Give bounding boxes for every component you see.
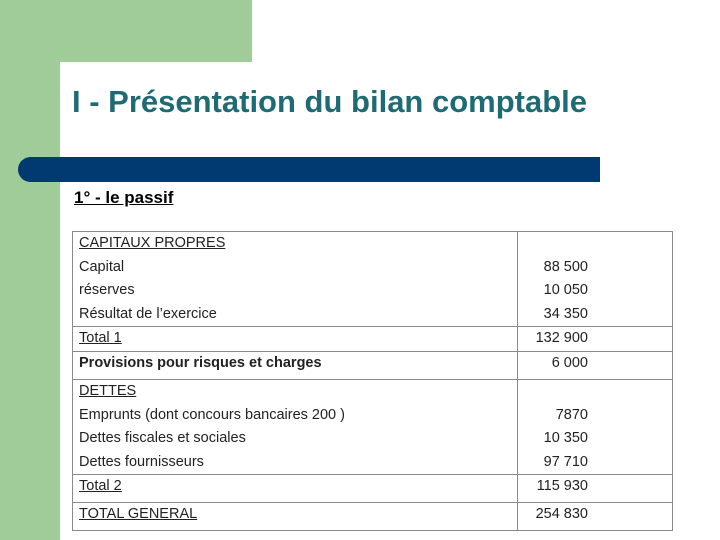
- resultat-value: 34 350: [543, 305, 588, 322]
- dettes-values: [518, 380, 673, 475]
- total-general-label: TOTAL GENERAL: [79, 506, 198, 522]
- capitaux-propres-labels: [73, 232, 518, 327]
- total1-cell: [73, 327, 518, 352]
- dettes-heading: DETTES: [79, 383, 137, 399]
- table-row-dettes: [73, 380, 673, 475]
- total1-label: Total 1: [79, 330, 122, 346]
- reserves-value: 10 050: [543, 282, 588, 298]
- spacer: [524, 380, 588, 404]
- provisions-value: 6 000: [551, 355, 588, 371]
- capitaux-propres-heading: CAPITAUX PROPRES: [79, 235, 226, 251]
- provisions-value-cell: [518, 352, 673, 380]
- table-row-total2: [73, 475, 673, 503]
- total2-value: 115 930: [536, 478, 588, 494]
- slide-title: I - Présentation du bilan comptable: [72, 84, 588, 119]
- passif-table: [72, 231, 673, 531]
- dettes-fiscales-value: 10 350: [543, 430, 588, 446]
- table-row-total-general: [73, 503, 673, 531]
- table-row-total1: [73, 327, 673, 352]
- resultat-label: Résultat de l’exercice: [79, 305, 217, 322]
- total2-label: Total 2: [79, 478, 122, 494]
- capitaux-propres-values: [518, 232, 673, 327]
- total1-value-cell: [518, 327, 673, 352]
- table-row-capitaux-propres: [73, 232, 673, 327]
- spacer: [524, 232, 588, 256]
- total-general-cell: [73, 503, 518, 531]
- slide-subtitle: 1° - le passif: [74, 188, 174, 207]
- total2-value-cell: [518, 475, 673, 503]
- capital-value: 88 500: [543, 258, 588, 275]
- emprunts-value: 7870: [555, 406, 588, 423]
- emprunts-label: Emprunts (dont concours bancaires 200 ): [79, 406, 345, 423]
- capital-label: Capital: [79, 258, 125, 275]
- left-green-band: [0, 0, 60, 540]
- dettes-fournisseurs-label: Dettes fournisseurs: [79, 453, 204, 470]
- provisions-label: Provisions pour risques et charges: [79, 355, 322, 371]
- reserves-label: réserves: [79, 282, 135, 298]
- total-general-value-cell: [518, 503, 673, 531]
- top-green-block: [0, 0, 252, 62]
- dettes-fournisseurs-value: 97 710: [543, 453, 588, 470]
- total2-cell: [73, 475, 518, 503]
- total-general-value: 254 830: [535, 506, 588, 522]
- title-underline-bar: [18, 157, 600, 182]
- provisions-cell: [73, 352, 518, 380]
- dettes-fiscales-label: Dettes fiscales et sociales: [79, 430, 246, 446]
- total1-value: 132 900: [535, 330, 588, 346]
- table-row-provisions: [73, 352, 673, 380]
- dettes-labels: [73, 380, 518, 475]
